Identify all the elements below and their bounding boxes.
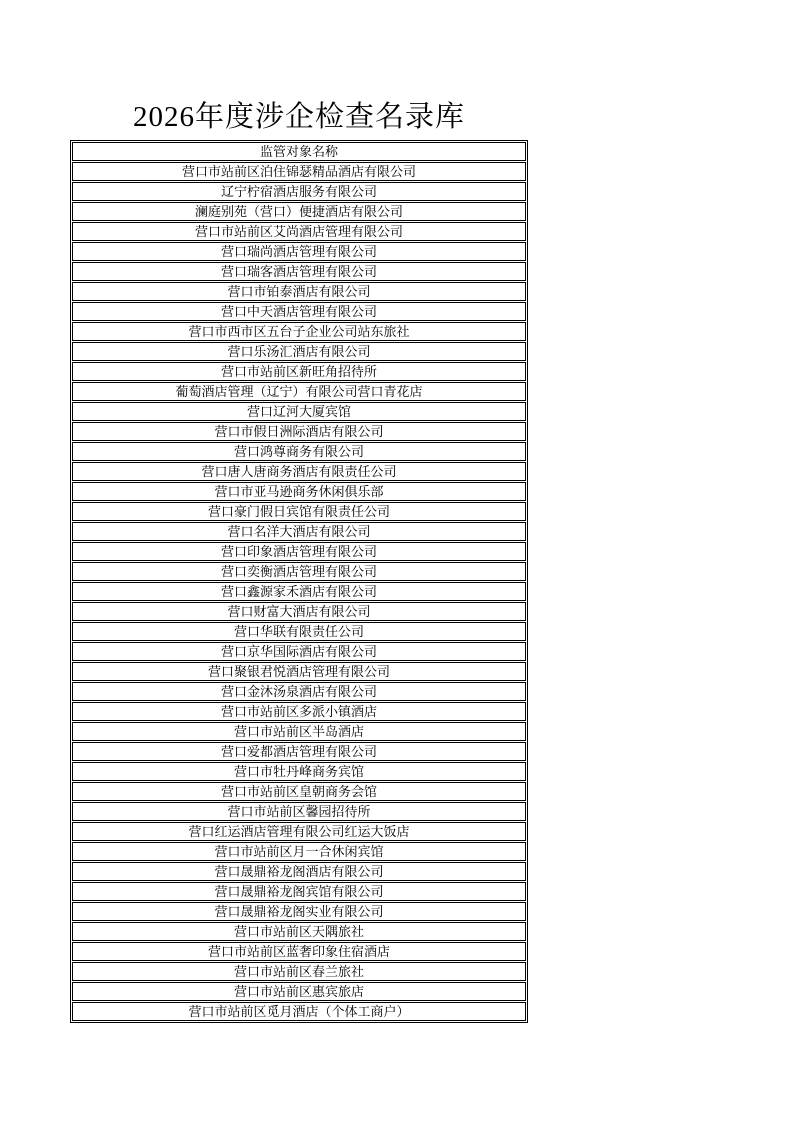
company-name-cell: 营口市铂泰酒店有限公司 [72, 282, 526, 301]
company-name-cell: 营口市站前区泊住锦瑟精品酒店有限公司 [72, 162, 526, 181]
table-row [72, 582, 526, 601]
company-name-cell: 营口市站前区皇朝商务会馆 [72, 782, 526, 801]
table-row [72, 942, 526, 961]
company-name-cell: 营口市站前区觅月酒店（个体工商户） [72, 1002, 526, 1021]
company-name-cell: 营口市站前区月一合休闲宾馆 [72, 842, 526, 861]
company-name-cell: 营口市站前区艾尚酒店管理有限公司 [72, 222, 526, 241]
table-row [72, 642, 526, 661]
company-name-cell: 营口市站前区天隅旅社 [72, 922, 526, 941]
company-name-cell: 营口印象酒店管理有限公司 [72, 542, 526, 561]
table-row [72, 602, 526, 621]
table-row [72, 422, 526, 441]
company-name-cell: 营口乐汤汇酒店有限公司 [72, 342, 526, 361]
table-row [72, 882, 526, 901]
company-name-cell: 辽宁柠宿酒店服务有限公司 [72, 182, 526, 201]
company-name-cell: 营口奕衡酒店管理有限公司 [72, 562, 526, 581]
table-row [72, 542, 526, 561]
table-row [72, 962, 526, 981]
company-name-cell: 营口市站前区馨园招待所 [72, 802, 526, 821]
company-name-cell: 营口中天酒店管理有限公司 [72, 302, 526, 321]
company-name-cell: 营口鑫源家禾酒店有限公司 [72, 582, 526, 601]
table-row [72, 842, 526, 861]
company-name-cell: 营口鸿尊商务有限公司 [72, 442, 526, 461]
company-name-cell: 营口瑞尚酒店管理有限公司 [72, 242, 526, 261]
company-name-cell: 营口晟鼎裕龙阁酒店有限公司 [72, 862, 526, 881]
company-name-cell: 营口晟鼎裕龙阁实业有限公司 [72, 902, 526, 921]
company-name-cell: 营口聚银君悦酒店管理有限公司 [72, 662, 526, 681]
company-name-cell: 营口市站前区多派小镇酒店 [72, 702, 526, 721]
registry-table [70, 140, 528, 1023]
table-row [72, 722, 526, 741]
table-row [72, 682, 526, 701]
table-row [72, 702, 526, 721]
company-name-cell: 营口晟鼎裕龙阁宾馆有限公司 [72, 882, 526, 901]
company-name-cell: 营口市站前区新旺角招待所 [72, 362, 526, 381]
table-row [72, 362, 526, 381]
table-row [72, 322, 526, 341]
table-header-row [72, 142, 526, 161]
table-row [72, 302, 526, 321]
company-name-cell: 营口红运酒店管理有限公司红运大饭店 [72, 822, 526, 841]
company-name-cell: 营口爱都酒店管理有限公司 [72, 742, 526, 761]
company-name-cell: 澜庭别苑（营口）便捷酒店有限公司 [72, 202, 526, 221]
table-row [72, 1002, 526, 1021]
column-header-supervised-object-name: 监管对象名称 [72, 142, 526, 161]
company-name-cell: 营口市牡丹峰商务宾馆 [72, 762, 526, 781]
company-name-cell: 营口京华国际酒店有限公司 [72, 642, 526, 661]
company-name-cell: 营口瑞客酒店管理有限公司 [72, 262, 526, 281]
company-name-cell: 营口金沐汤泉酒店有限公司 [72, 682, 526, 701]
table-row [72, 902, 526, 921]
company-name-cell: 营口财富大酒店有限公司 [72, 602, 526, 621]
table-row [72, 822, 526, 841]
company-name-cell: 营口辽河大厦宾馆 [72, 402, 526, 421]
company-name-cell: 营口唐人唐商务酒店有限责任公司 [72, 462, 526, 481]
table-row [72, 242, 526, 261]
table-row [72, 742, 526, 761]
company-name-cell: 营口市亚马逊商务休闲俱乐部 [72, 482, 526, 501]
company-name-cell: 营口华联有限责任公司 [72, 622, 526, 641]
table-row [72, 782, 526, 801]
table-row [72, 482, 526, 501]
table-row [72, 522, 526, 541]
page-title: 2026年度涉企检查名录库 [132, 101, 465, 133]
table-row [72, 262, 526, 281]
company-name-cell: 营口市西市区五台子企业公司站东旅社 [72, 322, 526, 341]
table-row [72, 442, 526, 461]
table-row [72, 162, 526, 181]
company-name-cell: 营口市站前区蓝奢印象住宿酒店 [72, 942, 526, 961]
table-row [72, 922, 526, 941]
table-row [72, 202, 526, 221]
table-row [72, 182, 526, 201]
table-row [72, 662, 526, 681]
table-row [72, 282, 526, 301]
company-name-cell: 营口名洋大酒店有限公司 [72, 522, 526, 541]
table-row [72, 762, 526, 781]
table-row [72, 222, 526, 241]
table-row [72, 562, 526, 581]
company-table-body [72, 162, 526, 1021]
table-row [72, 462, 526, 481]
table-row [72, 402, 526, 421]
company-name-cell: 营口市站前区半岛酒店 [72, 722, 526, 741]
table-row [72, 622, 526, 641]
company-name-cell: 营口市假日洲际酒店有限公司 [72, 422, 526, 441]
table-row [72, 802, 526, 821]
company-name-cell: 营口豪门假日宾馆有限责任公司 [72, 502, 526, 521]
table-row [72, 862, 526, 881]
table-row [72, 502, 526, 521]
company-name-cell: 葡萄酒店管理（辽宁）有限公司营口青花店 [72, 382, 526, 401]
table-row [72, 382, 526, 401]
company-name-cell: 营口市站前区惠宾旅店 [72, 982, 526, 1001]
company-name-cell: 营口市站前区春兰旅社 [72, 962, 526, 981]
table-row [72, 982, 526, 1001]
table-row [72, 342, 526, 361]
